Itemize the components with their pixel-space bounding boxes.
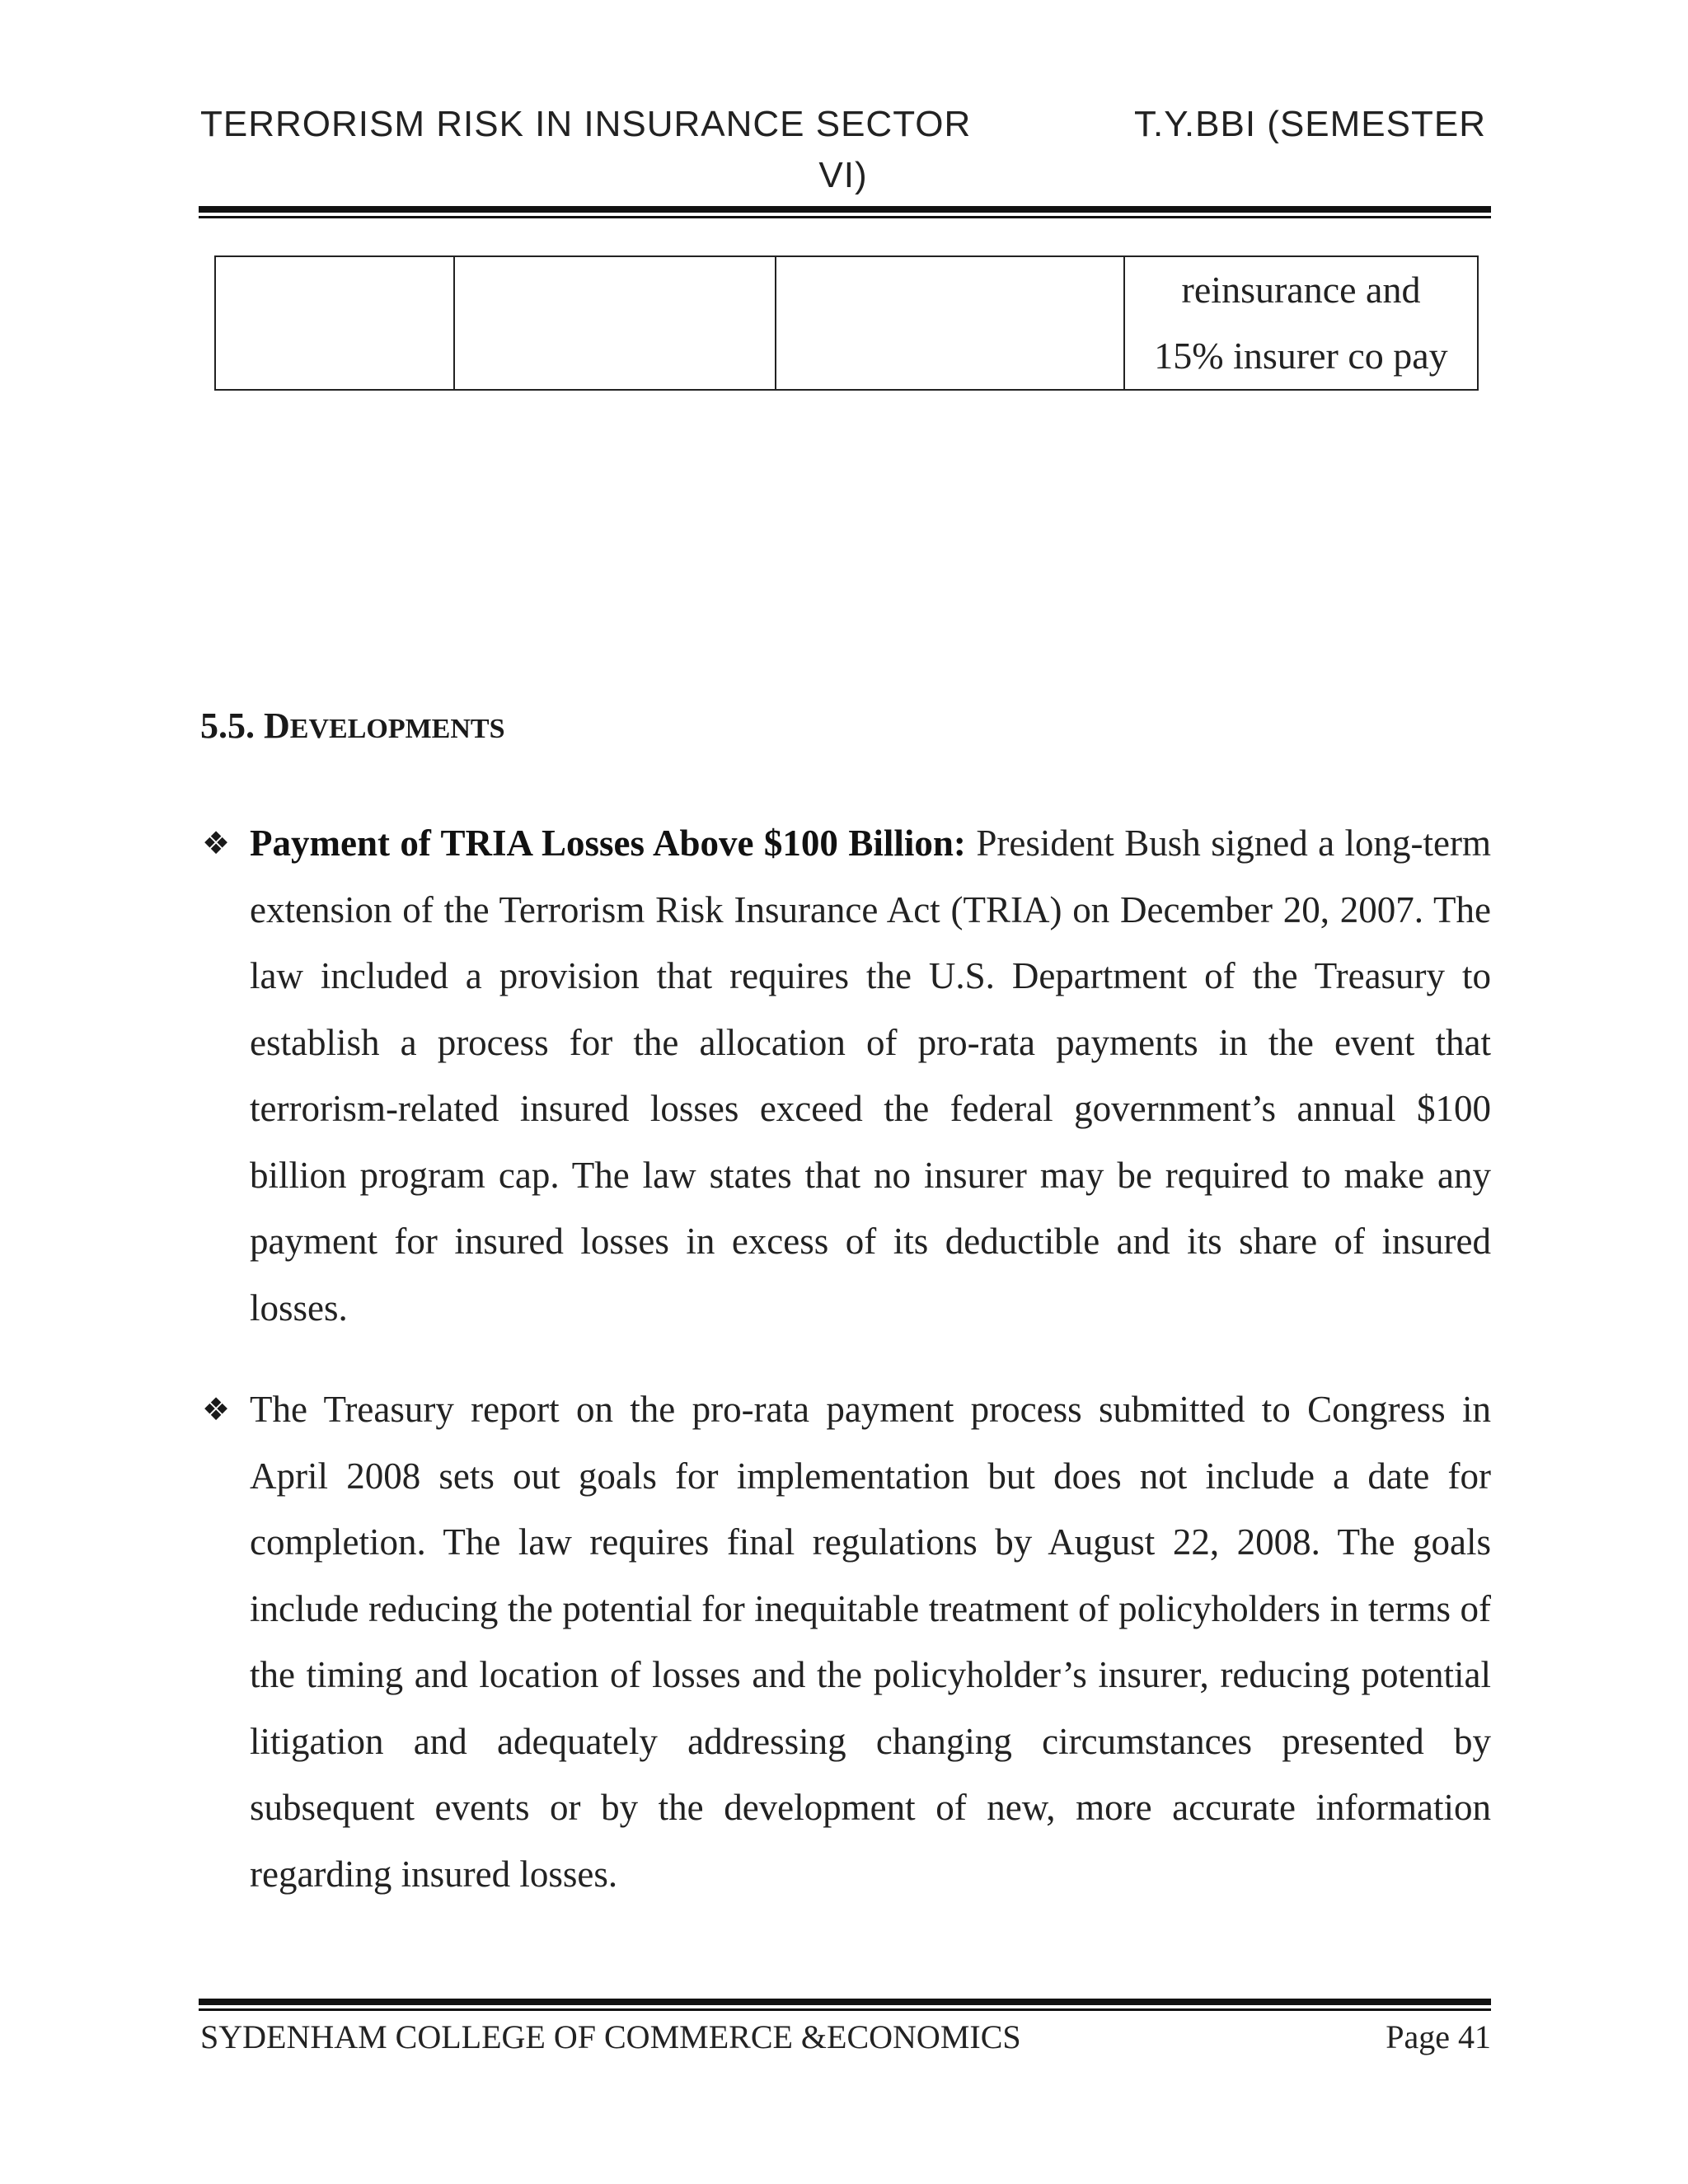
header-title: TERRORISM RISK IN INSURANCE SECTOR — [200, 104, 972, 144]
table-row — [215, 256, 1478, 390]
table-cell-empty — [454, 256, 776, 390]
table-cell-line: reinsurance and — [1181, 269, 1421, 311]
table-fragment — [214, 255, 1479, 391]
diamond-bullet-icon: ❖ — [202, 1391, 231, 1427]
header-rule-thick — [199, 206, 1491, 213]
section-title-rest: EVELOPMENTS — [289, 714, 505, 744]
footer-rule-thick — [199, 1999, 1491, 2005]
page-number: Page 41 — [1386, 2018, 1491, 2055]
bullet-paragraph — [250, 810, 1491, 1341]
table-cell-line: 15% insurer co pay — [1154, 335, 1448, 377]
list-item — [200, 1376, 1491, 1907]
bullet-text: President Bush signed a long-term extension of the Terrorism Risk Insurance Act (TRIA) on December 20, 2007. The law included a provision that requires the U.S. Department of the Treasury to establish a process for the allocation of pro-rata payments in the event that terrorism-related insured losses exceed the federal government’s annual $100 billion program cap. The law states that no insurer may be required to make any payment for insured losses in excess of its deductible and its share of insured losses. — [250, 823, 1491, 1329]
header-course-continuation: VI) — [818, 155, 868, 195]
section-number: 5.5. — [200, 705, 264, 746]
bullet-text: The Treasury report on the pro-rata payment process submitted to Congress in April 2008 sets out goals for implementation but does not include a date for completion. The law requires final regulations by August 22, 2008. The goals include reducing the potential for inequitable treatment of policyholders in terms of the timing and location of losses and the policyholder’s insurer, reducing potential litigation and adequately addressing changing circumstances presented by subsequent events or by the development of new, more accurate information regarding insured losses. — [250, 1389, 1491, 1895]
header-course: T.Y.BBI (SEMESTER — [1134, 104, 1486, 144]
section-heading — [200, 705, 505, 747]
header-rule-thin — [199, 216, 1491, 218]
footer-institution: SYDENHAM COLLEGE OF COMMERCE &ECONOMICS — [200, 2018, 1021, 2055]
list-item — [200, 810, 1491, 1341]
diamond-bullet-icon: ❖ — [202, 825, 231, 861]
running-header — [200, 104, 1486, 211]
table-cell-empty — [215, 256, 454, 390]
footer-rule-thin — [199, 2008, 1491, 2011]
bullet-bold-lead: Payment of TRIA Losses Above $100 Billion: — [250, 823, 966, 864]
table-cell-reinsurance — [1124, 256, 1478, 390]
bullet-paragraph — [250, 1376, 1491, 1907]
table-cell-empty — [776, 256, 1124, 390]
section-title-initial: D — [264, 705, 290, 746]
